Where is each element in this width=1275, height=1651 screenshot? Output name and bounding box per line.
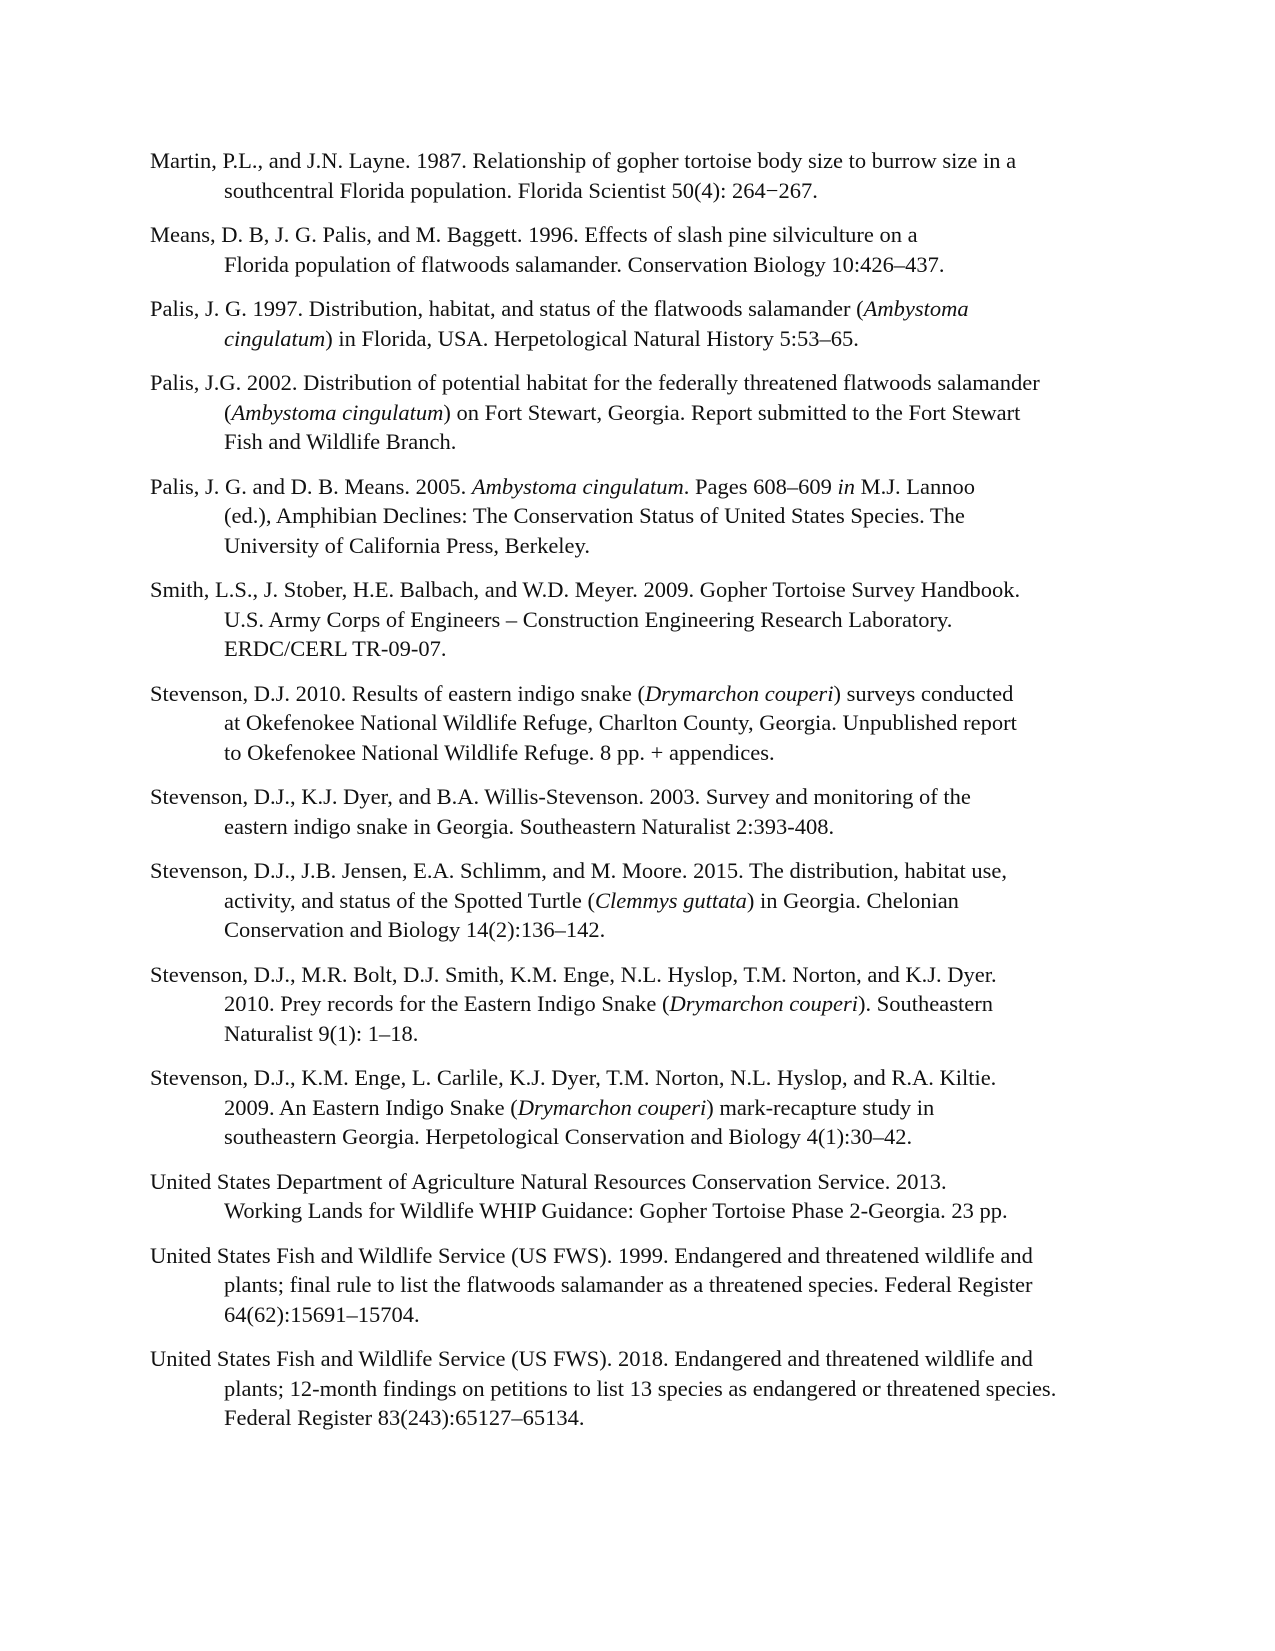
reference-line (150, 472, 1130, 502)
reference-text: ERDC/CERL TR-09-07. (224, 636, 447, 661)
reference-line (224, 915, 1130, 945)
reference-text: M.J. Lannoo (855, 473, 975, 499)
reference-entry (150, 1167, 1130, 1226)
reference-text: Means, D. B, J. G. Palis, and M. Baggett. 1996. Effects of slash pine silviculture on a (150, 222, 918, 247)
reference-text: Conservation and Biology 14(2):136–142. (224, 917, 606, 942)
reference-line (224, 886, 1130, 916)
reference-text: ) on Fort Stewart, Georgia. Report submitted to the Fort Stewart (443, 399, 1021, 425)
reference-entry (150, 294, 1130, 353)
reference-line (224, 812, 1130, 842)
reference-text: University of California Press, Berkeley. (224, 532, 590, 558)
reference-entry (150, 1063, 1130, 1152)
reference-list (150, 146, 1130, 1448)
reference-text: United States Department of Agriculture Natural Resources Conservation Service. 2013. (150, 1168, 947, 1194)
reference-entry (150, 368, 1130, 457)
reference-text: United States Fish and Wildlife Service (US FWS). 1999. Endangered and threatened wildlife and (150, 1242, 1033, 1268)
reference-line (150, 1063, 1130, 1093)
reference-line (224, 324, 1130, 354)
reference-text: Naturalist 9(1): 1–18. (224, 1020, 419, 1046)
reference-text: U.S. Army Corps of Engineers – Construction Engineering Research Laboratory. (224, 606, 953, 632)
italic-text: Drymarchon couperi (669, 991, 859, 1016)
reference-entry (150, 1344, 1130, 1433)
reference-line (150, 782, 1130, 812)
reference-text: (ed.), Amphibian Declines: The Conservation Status of United States Species. The (224, 503, 965, 528)
reference-line (150, 1344, 1130, 1374)
italic-text: Ambystoma (863, 296, 969, 321)
reference-line (224, 1019, 1130, 1049)
reference-text: activity, and status of the Spotted Turtle ( (224, 887, 596, 913)
reference-line (224, 1374, 1130, 1404)
reference-entry (150, 782, 1130, 841)
reference-line (224, 1300, 1130, 1330)
reference-text: Florida population of flatwoods salamander. Conservation Biology 10:426–437. (224, 251, 945, 277)
reference-line (150, 146, 1130, 176)
reference-text: 64(62):15691–15704. (224, 1301, 420, 1327)
reference-line (224, 605, 1130, 635)
reference-text: Stevenson, D.J., K.M. Enge, L. Carlile, K.J. Dyer, T.M. Norton, N.L. Hyslop, and R.A. Kiltie. (150, 1065, 997, 1090)
reference-text: plants; final rule to list the flatwoods salamander as a threatened species. Federal Register (224, 1272, 1033, 1297)
reference-line (150, 575, 1130, 605)
reference-entry (150, 1241, 1130, 1330)
reference-line (224, 1196, 1130, 1226)
italic-text: Clemmys guttata (595, 887, 747, 913)
italic-text: Ambystoma cingulatum (471, 473, 684, 499)
reference-text: southeastern Georgia. Herpetological Conservation and Biology 4(1):30–42. (224, 1124, 913, 1149)
italic-text: Drymarchon couperi (517, 1094, 707, 1120)
reference-line (224, 1093, 1130, 1123)
reference-text: Fish and Wildlife Branch. (224, 429, 457, 454)
reference-text: ( (224, 399, 232, 425)
reference-text: Working Lands for Wildlife WHIP Guidance: Gopher Tortoise Phase 2-Georgia. 23 pp. (224, 1198, 1008, 1223)
reference-text: ) mark-recapture study in (706, 1094, 935, 1120)
reference-line (150, 368, 1130, 398)
reference-text: . Pages 608–609 (683, 473, 838, 499)
reference-line (224, 1122, 1130, 1152)
reference-text: eastern indigo snake in Georgia. Southeastern Naturalist 2:393-408. (224, 813, 835, 839)
reference-line (150, 220, 1130, 250)
reference-text: ). Southeastern (858, 991, 993, 1016)
reference-text: ) in Florida, USA. Herpetological Natural History 5:53–65. (325, 325, 859, 351)
reference-entry (150, 960, 1130, 1049)
reference-entry (150, 472, 1130, 561)
reference-text: 2010. Prey records for the Eastern Indigo Snake ( (224, 991, 670, 1016)
reference-text: Palis, J. G. and D. B. Means. 2005. (150, 473, 472, 499)
reference-text: to Okefenokee National Wildlife Refuge. 8 pp. + appendices. (224, 739, 775, 765)
reference-line (150, 294, 1130, 324)
reference-entry (150, 856, 1130, 945)
italic-text: Drymarchon couperi (644, 680, 834, 706)
reference-line (150, 679, 1130, 709)
reference-text: 2009. An Eastern Indigo Snake ( (224, 1094, 518, 1120)
reference-text: Federal Register 83(243):65127–65134. (224, 1405, 585, 1430)
reference-entry (150, 220, 1130, 279)
reference-entry (150, 679, 1130, 768)
reference-line (224, 634, 1130, 664)
reference-text: ) surveys conducted (833, 680, 1014, 706)
italic-text: in (837, 473, 855, 499)
reference-line (224, 427, 1130, 457)
reference-line (224, 738, 1130, 768)
reference-text: United States Fish and Wildlife Service (US FWS). 2018. Endangered and threatened wildlife and (150, 1346, 1033, 1371)
reference-line (224, 708, 1130, 738)
reference-text: at Okefenokee National Wildlife Refuge, Charlton County, Georgia. Unpublished report (224, 710, 1017, 735)
reference-line (224, 1403, 1130, 1433)
reference-text: Smith, L.S., J. Stober, H.E. Balbach, and W.D. Meyer. 2009. Gopher Tortoise Survey Handbook. (150, 577, 1021, 602)
reference-text: plants; 12-month findings on petitions to list 13 species as endangered or threatened species. (224, 1375, 1057, 1401)
reference-text: Stevenson, D.J. 2010. Results of eastern indigo snake ( (150, 680, 645, 706)
reference-line (150, 1167, 1130, 1197)
reference-text: Stevenson, D.J., M.R. Bolt, D.J. Smith, K.M. Enge, N.L. Hyslop, T.M. Norton, and K.J. Dyer. (150, 961, 997, 987)
reference-line (224, 250, 1130, 280)
reference-line (224, 501, 1130, 531)
reference-line (224, 1270, 1130, 1300)
reference-text: Palis, J.G. 2002. Distribution of potential habitat for the federally threatened flatwoods salamander (150, 370, 1040, 395)
reference-text: Palis, J. G. 1997. Distribution, habitat, and status of the flatwoods salamander ( (150, 296, 864, 321)
reference-line (150, 1241, 1130, 1271)
reference-line (150, 960, 1130, 990)
italic-text: cingulatum (224, 325, 326, 351)
reference-line (224, 989, 1130, 1019)
reference-text: Stevenson, D.J., J.B. Jensen, E.A. Schlimm, and M. Moore. 2015. The distribution, habitat use, (150, 858, 1008, 883)
reference-line (224, 398, 1130, 428)
reference-text: Martin, P.L., and J.N. Layne. 1987. Relationship of gopher tortoise body size to burrow size in a (150, 148, 1017, 173)
reference-text: ) in Georgia. Chelonian (746, 887, 959, 913)
reference-text: southcentral Florida population. Florida Scientist 50(4): 264−267. (224, 177, 818, 203)
italic-text: Ambystoma cingulatum (231, 399, 444, 425)
reference-line (150, 856, 1130, 886)
reference-line (224, 531, 1130, 561)
reference-line (224, 176, 1130, 206)
reference-entry (150, 575, 1130, 664)
reference-entry (150, 146, 1130, 205)
reference-text: Stevenson, D.J., K.J. Dyer, and B.A. Willis-Stevenson. 2003. Survey and monitoring of the (150, 784, 971, 809)
